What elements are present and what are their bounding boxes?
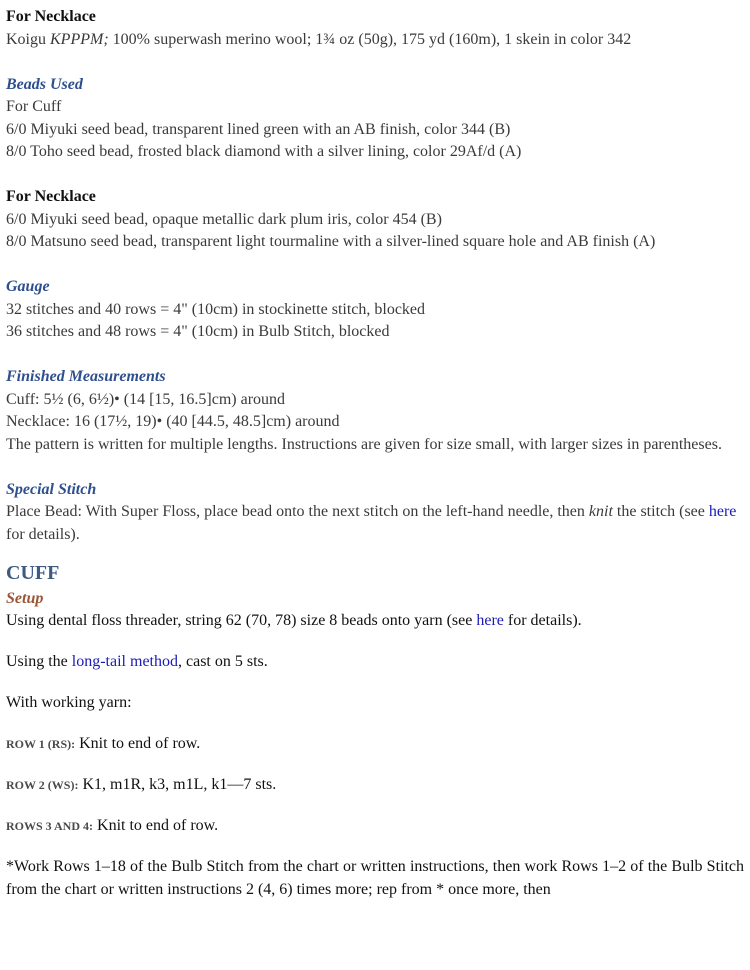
row-text: Knit to end of row. <box>75 735 201 752</box>
necklace-yarn-line <box>6 29 744 52</box>
special-stitch-text <box>6 501 744 546</box>
special-stitch-text-mid: the stitch (see <box>612 503 709 520</box>
setup-heading: Setup <box>6 590 44 607</box>
special-stitch-text-after: for details). <box>6 525 80 543</box>
long-tail-method-link[interactable]: long-tail method <box>71 653 178 670</box>
string-beads-before: Using dental floss threader, string 62 (70, 78) size 8 beads onto yarn (see <box>6 612 477 629</box>
row-label: ROW 2 (WS): <box>6 778 79 792</box>
string-beads-after: for details). <box>503 612 582 629</box>
row-instruction <box>6 774 744 797</box>
string-beads-here-link[interactable]: here <box>476 612 504 629</box>
string-beads-text <box>6 610 744 633</box>
special-stitch-heading: Special Stitch <box>6 480 97 498</box>
row-label: ROW 1 (RS): <box>6 737 76 751</box>
yarn-brand: Koigu <box>6 30 46 48</box>
cuff-heading: CUFF <box>6 562 60 584</box>
beads-necklace-line: 6/0 Miyuki seed bead, opaque metallic dark plum iris, color 454 (B) <box>6 210 442 228</box>
special-stitch-text-before: Place Bead: With Super Floss, place bead onto the next stitch on the left-hand needle, then <box>6 503 589 520</box>
cast-on-before: Using the <box>6 653 72 670</box>
measurements-note: The pattern is written for multiple lengths. Instructions are given for size small, with larger sizes in parentheses. <box>6 435 722 453</box>
yarn-product: KPPPM; <box>50 30 109 48</box>
beads-cuff-line: 6/0 Miyuki seed bead, transparent lined green with an AB finish, color 344 (B) <box>6 120 511 138</box>
beads-necklace-label: For Necklace <box>6 188 96 205</box>
working-yarn-text: With working yarn: <box>6 694 132 711</box>
measurements-necklace: Necklace: 16 (17½, 19)• (40 [44.5, 48.5]cm) around <box>6 413 340 430</box>
row-text: K1, m1R, k3, m1L, k1—7 sts. <box>78 776 277 793</box>
measurements-heading: Finished Measurements <box>6 368 166 385</box>
cast-on-text <box>6 651 744 674</box>
special-stitch-here-link[interactable]: here <box>708 503 737 520</box>
necklace-yarn-heading: For Necklace <box>6 8 96 25</box>
row-instruction <box>6 733 744 756</box>
beads-cuff-line: 8/0 Toho seed bead, frosted black diamond with a silver lining, color 29Af/d (A) <box>6 143 522 160</box>
row-label: ROWS 3 AND 4: <box>6 819 94 833</box>
beads-necklace-line: 8/0 Matsuno seed bead, transparent light tourmaline with a silver-lined square hole and AB finish (A) <box>6 233 656 250</box>
beads-cuff-label: For Cuff <box>6 98 62 115</box>
yarn-details: 100% superwash merino wool; 1¾ oz (50g), 175 yd (160m), 1 skein in color 342 <box>108 30 632 48</box>
measurements-cuff: Cuff: 5½ (6, 6½)• (14 [15, 16.5]cm) around <box>6 390 286 408</box>
beads-heading: Beads Used <box>6 75 83 93</box>
gauge-heading: Gauge <box>6 278 50 295</box>
row-text: Knit to end of row. <box>93 817 219 834</box>
gauge-line: 36 stitches and 48 rows = 4" (10cm) in Bulb Stitch, blocked <box>6 323 390 340</box>
cast-on-after: , cast on 5 sts. <box>177 653 268 670</box>
row-instruction <box>6 815 744 838</box>
special-stitch-italic: knit <box>588 503 613 520</box>
work-rows-text: *Work Rows 1–18 of the Bulb Stitch from the chart or written instructions, then work Rows 1–2 of the Bulb Stitch from the chart or written instructions 2 (4, 6) times more; rep from * once more, then <box>6 858 744 898</box>
gauge-line: 32 stitches and 40 rows = 4" (10cm) in stockinette stitch, blocked <box>6 300 426 318</box>
